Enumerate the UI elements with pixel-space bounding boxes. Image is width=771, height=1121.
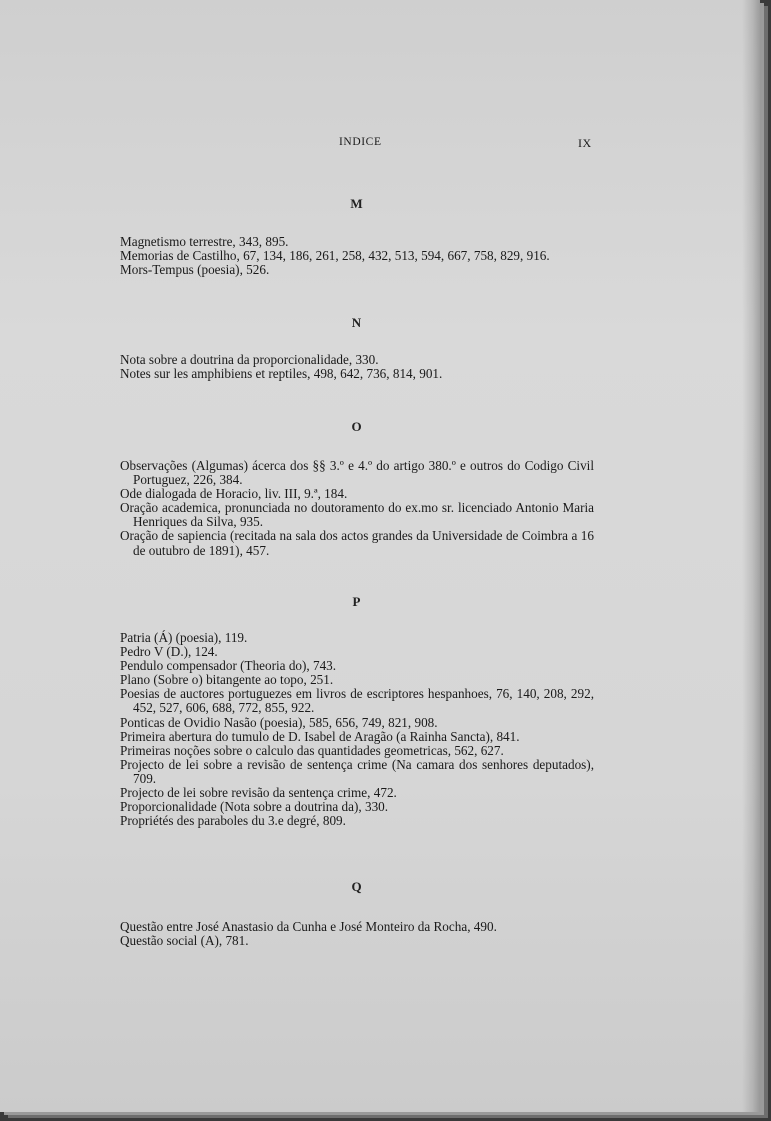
index-entry: Questão social (A), 781. xyxy=(120,933,249,949)
index-entry: Primeira abertura do tumulo de D. Isabel de Aragão (a Rainha Sancta), 841. xyxy=(120,728,520,744)
index-entry: Ode dialogada de Horacio, liv. III, 9.ª, 184. xyxy=(120,486,348,502)
index-entry: Mors-Tempus (poesia), 526. xyxy=(120,262,270,278)
index-entry: Plano (Sobre o) bitangente ao topo, 251. xyxy=(120,672,334,688)
index-entry: Proporcionalidade (Nota sobre a doutrina da), 330. xyxy=(120,799,389,815)
section-letter: O xyxy=(351,419,363,434)
index-entry: Patria (Á) (poesia), 119. xyxy=(120,630,248,645)
index-entry: Primeiras noções sobre o calculo das quantidades geometricas, 562, 627. xyxy=(120,742,504,758)
section-letter: P xyxy=(352,594,362,609)
index-entry: Magnetismo terrestre, 343, 895. xyxy=(120,234,289,249)
index-entry: Ponticas de Ovidio Nasão (poesia), 585, 656, 749, 821, 908. xyxy=(120,714,438,730)
entry-list xyxy=(120,353,594,381)
running-title: INDICE xyxy=(339,136,382,148)
section-letter: M xyxy=(350,196,364,211)
index-entry: Oração academica, pronunciada no doutoramento do ex.mo sr. licenciado Antonio Maria Henriques da Silva, 935. xyxy=(120,500,594,530)
index-entry: Nota sobre a doutrina da proporcionalidade, 330. xyxy=(120,352,379,367)
page-number: IX xyxy=(578,136,592,150)
section-letter: N xyxy=(351,315,363,330)
entry-list xyxy=(120,920,594,948)
page-header xyxy=(0,136,760,152)
index-entry: Propriétés des paraboles du 3.e degré, 809. xyxy=(120,813,346,829)
index-entry: Observações (Algumas) ácerca dos §§ 3.º e 4.º do artigo 380.º e outros do Codigo Civil Portuguez, 226, 384. xyxy=(120,458,594,488)
section-letter: Q xyxy=(351,879,363,894)
entry-list xyxy=(120,459,594,558)
index-entry: Memorias de Castilho, 67, 134, 186, 261, 258, 432, 513, 594, 667, 758, 829, 916. xyxy=(120,248,550,264)
index-entry: Oração de sapiencia (recitada na sala dos actos grandes da Universidade de Coimbra a 16 de outubro de 1891), 457. xyxy=(120,528,594,558)
index-entry: Pedro V (D.), 124. xyxy=(120,644,218,660)
page-edge-shadow xyxy=(742,0,760,1112)
index-entry: Questão entre José Anastasio da Cunha e José Monteiro da Rocha, 490. xyxy=(120,919,497,934)
index-entry: Notes sur les amphibiens et reptiles, 498, 642, 736, 814, 901. xyxy=(120,366,443,382)
index-entry: Projecto de lei sobre a revisão de sentença crime (Na camara dos senhores deputados), 709. xyxy=(120,756,594,786)
entry-list xyxy=(120,235,594,277)
index-entry: Pendulo compensador (Theoria do), 743. xyxy=(120,658,337,674)
index-entry: Projecto de lei sobre revisão da sentença crime, 472. xyxy=(120,785,397,801)
entry-list xyxy=(120,631,594,828)
index-entry: Poesias de auctores portuguezes em livros de escriptores hespanhoes, 76, 140, 208, 292, 452, 527, 606, 688, 772, 855, 922. xyxy=(120,686,594,716)
